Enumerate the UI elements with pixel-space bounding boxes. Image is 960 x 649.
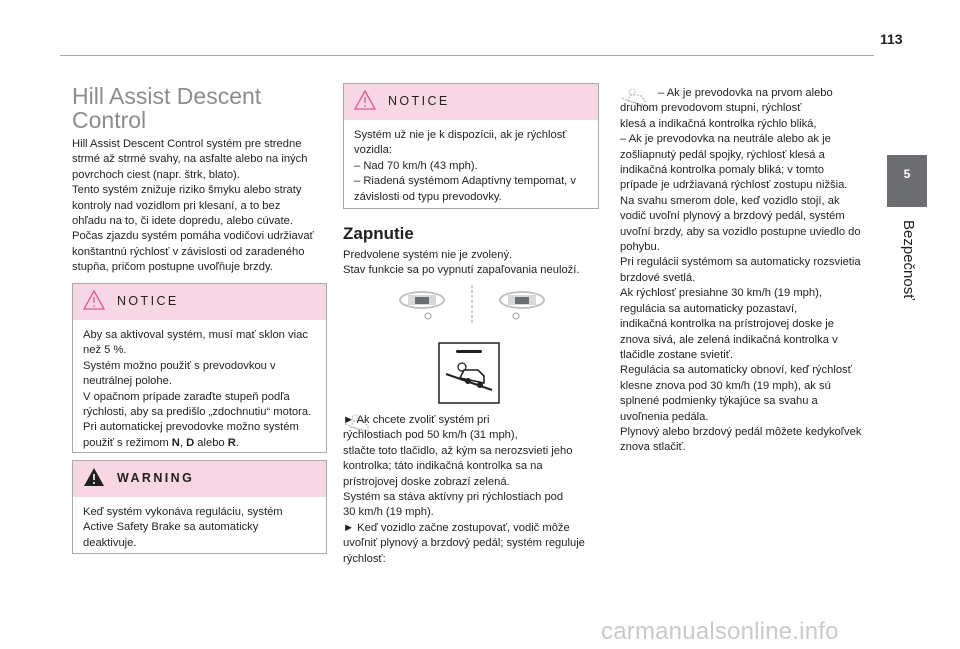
page-number: 113	[880, 31, 903, 47]
zapnutie-steps: ► Ak chcete zvoliť systém pri rýchlostiach pod 50 km/h (31 mph), stlačte toto tlačidlo, až kým sa nerozsvieti jeho kontrolka; táto indikačná kontrolka sa na prístrojovej doske zobrazí zelená. Systém sa stáva aktívny pri rýchlostiach pod 30 km/h (19 mph). ► Keď vozidlo začne zostupovať, vodič môže uvoľniť plynový a brzdový pedál; systém reguluje rýchlosť:	[343, 414, 585, 565]
notice-title: NOTICE	[388, 94, 450, 108]
notice-text: Aby sa aktivoval systém, musí mať sklon viac než 5 %. Systém možno použiť s prevodovkou v neutrálnej polohe. V opačnom prípade zaraďte stupeň podľa rýchlosti, aby sa predišlo „zdochnutiu“ motora. Pri automatickej prevodovke možno systém použiť s režimom N, D alebo R.	[83, 329, 312, 449]
zapnutie-intro: Predvolene systém nie je zvolený. Stav funkcie sa po vypnutí zapaľovania neuloží.	[343, 249, 580, 277]
watermark-text: carmanualsonline.info	[601, 618, 839, 645]
zapnutie-heading: Zapnutie	[343, 224, 414, 243]
warning-header	[73, 461, 326, 497]
warning-triangle-icon	[83, 290, 105, 315]
chapter-number: 5	[903, 167, 911, 181]
warning-title: WARNING	[117, 471, 195, 485]
hill-descent-button-icon	[438, 342, 500, 409]
warning-text: Keď systém vykonáva reguláciu, systém Active Safety Brake sa automaticky deaktivuje.	[83, 506, 283, 549]
chapter-label: Bezpečnosť	[900, 220, 917, 300]
column3-text: – Ak je prevodovka na prvom alebo druhom prevodovom stupni, rýchlosť klesá a indikačná kontrolka rýchlo bliká, – Ak je prevodovka na neutrále alebo ak je zošliapnutý pedál spojky, rýchlosť klesá a indikačná kontrolka pomaly bliká; v tomto prípade je udržiavaná rýchlosť zostupu nižšia. Na svahu smerom dole, keď vozidlo stojí, ak vodič uvoľní plynový a brzdový pedál, systém uvoľní brzdy, aby sa vozidlo postupne uviedlo do pohybu. Pri regulácii systémom sa automaticky rozsvietia brzdové svetlá. Ak rýchlosť presiahne 30 km/h (19 mph), regulácia sa automaticky pozastaví, indikačná kontrolka na prístrojovej doske je znova sivá, ale zelená indikačná kontrolka v tlačidle zostane svietiť. Regulácia sa automaticky obnoví, keď rýchlosť klesne znova pod 30 km/h (19 mph), ak sú splnené podmienky týkajúce sa svahu a uvoľnenia pedála. Plynový alebo brzdový pedál môžete kedykoľvek znova stlačiť.	[620, 87, 862, 454]
section-title: Hill Assist Descent Control	[72, 83, 262, 133]
steering-position-icon	[392, 285, 552, 330]
warning-triangle-icon	[354, 90, 376, 115]
warning-box	[72, 460, 327, 554]
notice-header	[73, 284, 326, 320]
header-rule	[60, 55, 874, 56]
intro-text	[72, 137, 330, 276]
notice-text: Systém už nie je k dispozícii, ak je rýchlosť vozidla: – Nad 70 km/h (43 mph). – Riadená systémom Adaptívny tempomat, v závislosti od typu prevodovky.	[354, 129, 576, 203]
warning-triangle-icon	[83, 467, 105, 492]
chapter-tab[interactable]	[887, 155, 927, 207]
notice-title: NOTICE	[117, 294, 179, 308]
notice-box-2	[343, 83, 599, 209]
intro-paragraph: Hill Assist Descent Control systém pre stredne strmé až strmé svahy, na asfalte alebo na iných povrchoch ciest (napr. štrk, blato). Tento systém znižuje riziko šmyku alebo straty kontroly nad vozidlom pri klesaní, a to bez ohľadu na to, či idete dopredu, alebo cúvate. Počas zjazdu systém pomáha vodičovi udržiavať konštantnú rýchlosť v závislosti od zaradeného stupňa, pričom postupne uvoľňuje brzdy.	[72, 138, 314, 274]
notice-box-1	[72, 283, 327, 453]
notice-header	[344, 84, 598, 120]
